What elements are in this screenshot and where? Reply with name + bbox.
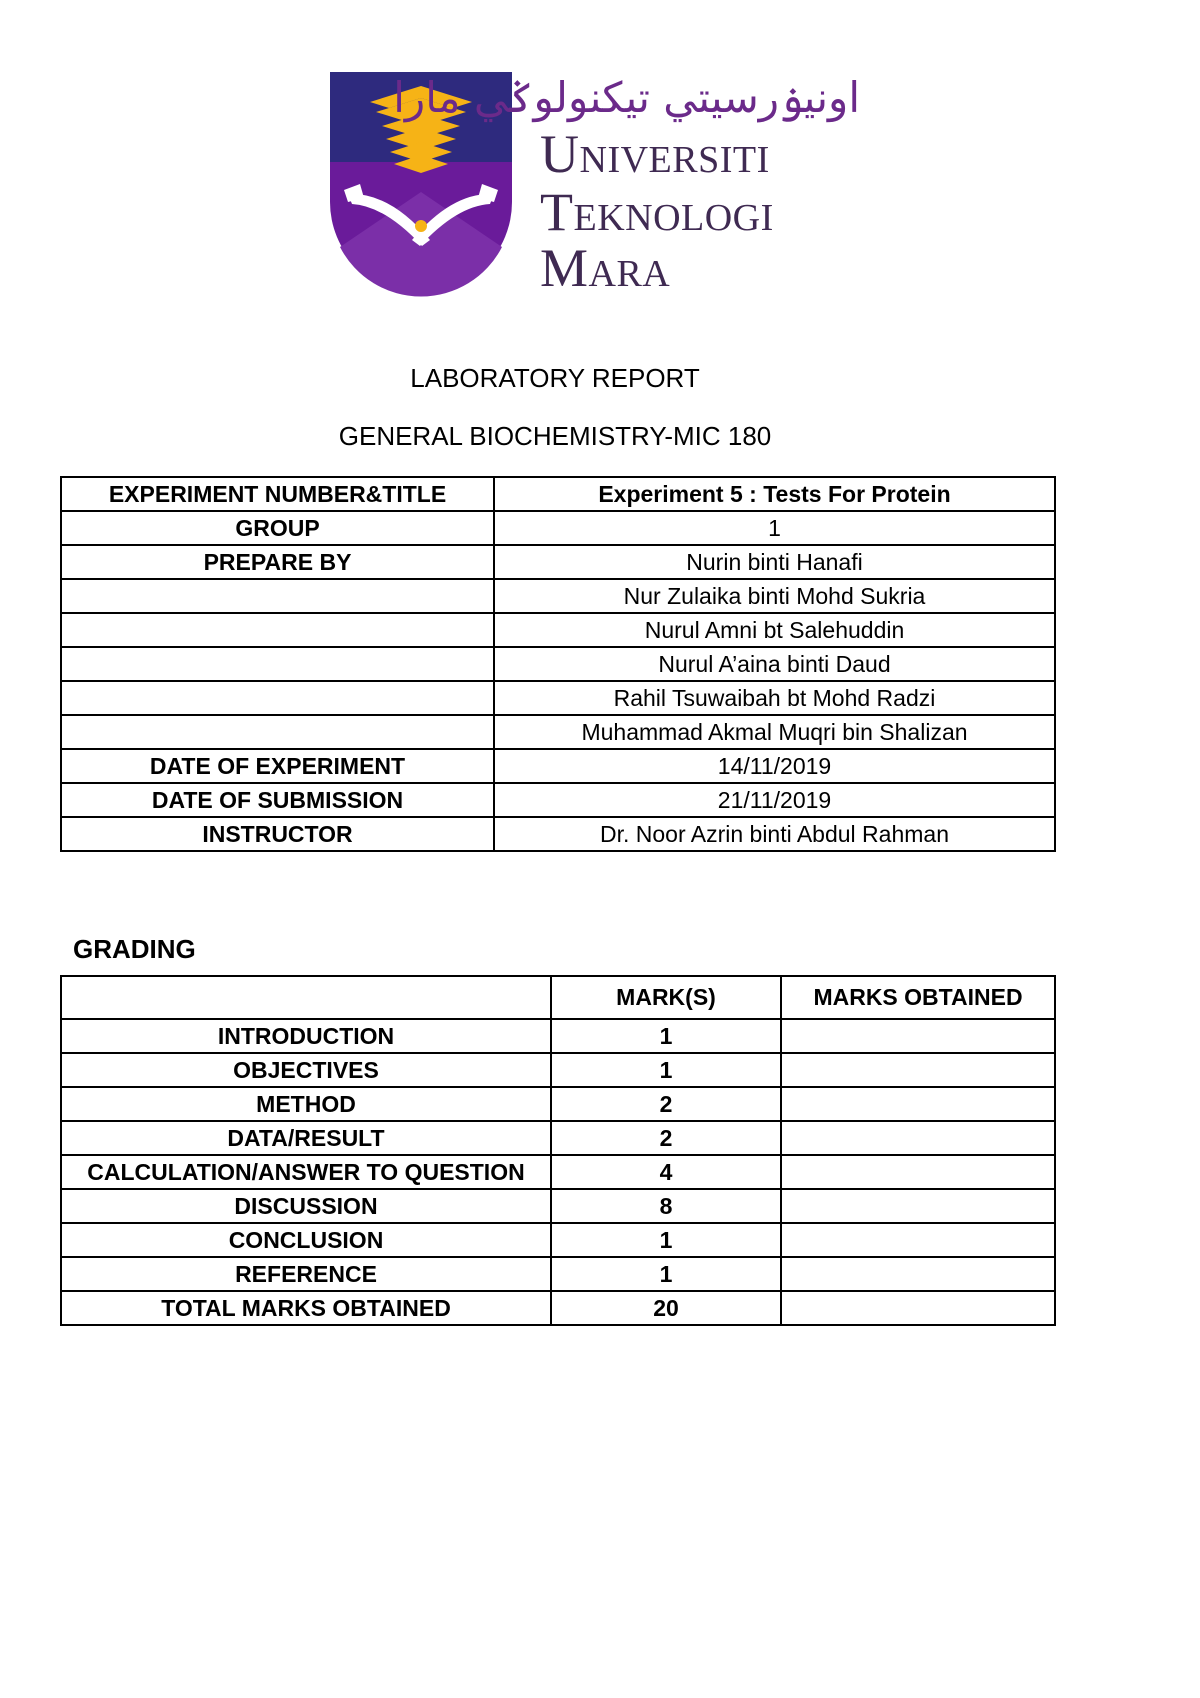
info-value-cell: 14/11/2019 (494, 749, 1055, 783)
grading-table (60, 975, 1056, 1326)
info-value-cell: 21/11/2019 (494, 783, 1055, 817)
info-label-cell (61, 681, 494, 715)
obtained-cell (781, 1257, 1055, 1291)
marks-cell: 2 (551, 1121, 781, 1155)
table-row (61, 1155, 1055, 1189)
experiment-info-table (60, 476, 1056, 852)
criterion-cell: DATA/RESULT (61, 1121, 551, 1155)
table-row (61, 783, 1055, 817)
obtained-cell (781, 1121, 1055, 1155)
info-value-cell: 1 (494, 511, 1055, 545)
info-label-cell: EXPERIMENT NUMBER&TITLE (61, 477, 494, 511)
table-row (61, 647, 1055, 681)
marks-cell: 20 (551, 1291, 781, 1325)
obtained-cell (781, 1087, 1055, 1121)
marks-cell: 1 (551, 1019, 781, 1053)
obtained-cell (781, 1053, 1055, 1087)
table-row (61, 579, 1055, 613)
info-value-cell: Dr. Noor Azrin binti Abdul Rahman (494, 817, 1055, 851)
university-name-line-2: Teknologi (540, 182, 774, 242)
grading-heading: GRADING (73, 934, 196, 964)
obtained-cell (781, 1291, 1055, 1325)
criterion-cell: CALCULATION/ANSWER TO QUESTION (61, 1155, 551, 1189)
table-row (61, 477, 1055, 511)
info-value-cell: Experiment 5 : Tests For Protein (494, 477, 1055, 511)
table-row (61, 613, 1055, 647)
table-row (61, 511, 1055, 545)
table-row (61, 1189, 1055, 1223)
info-value-cell: Nurin binti Hanafi (494, 545, 1055, 579)
table-row (61, 749, 1055, 783)
marks-cell: 1 (551, 1223, 781, 1257)
university-name-line-1: Universiti (540, 124, 770, 184)
info-label-cell: GROUP (61, 511, 494, 545)
table-row (61, 1291, 1055, 1325)
criterion-cell: INTRODUCTION (61, 1019, 551, 1053)
info-label-cell (61, 613, 494, 647)
table-row (61, 817, 1055, 851)
info-label-cell: INSTRUCTOR (61, 817, 494, 851)
criterion-cell: CONCLUSION (61, 1223, 551, 1257)
table-row (61, 1121, 1055, 1155)
info-label-cell: DATE OF SUBMISSION (61, 783, 494, 817)
table-row (61, 1087, 1055, 1121)
marks-cell: 4 (551, 1155, 781, 1189)
criterion-cell: OBJECTIVES (61, 1053, 551, 1087)
info-label-cell (61, 715, 494, 749)
university-logo (330, 72, 860, 298)
info-label-cell (61, 647, 494, 681)
column-header (61, 976, 551, 1019)
grading-header-row (61, 976, 1055, 1019)
info-label-cell: PREPARE BY (61, 545, 494, 579)
table-row (61, 681, 1055, 715)
marks-cell: 1 (551, 1053, 781, 1087)
university-name-line-3: Mara (540, 238, 671, 298)
report-title: LABORATORY REPORT (410, 363, 700, 393)
obtained-cell (781, 1019, 1055, 1053)
course-title: GENERAL BIOCHEMISTRY-MIC 180 (338, 421, 772, 451)
info-label-cell: DATE OF EXPERIMENT (61, 749, 494, 783)
criterion-cell: TOTAL MARKS OBTAINED (61, 1291, 551, 1325)
table-row (61, 715, 1055, 749)
info-label-cell (61, 579, 494, 613)
table-row (61, 1257, 1055, 1291)
criterion-cell: REFERENCE (61, 1257, 551, 1291)
obtained-cell (781, 1189, 1055, 1223)
criterion-cell: DISCUSSION (61, 1189, 551, 1223)
table-row (61, 1223, 1055, 1257)
jawi-university-name: اونيۏرسيتي تيكنولوݢي مارا (393, 73, 860, 122)
criterion-cell: METHOD (61, 1087, 551, 1121)
table-row (61, 545, 1055, 579)
info-value-cell: Muhammad Akmal Muqri bin Shalizan (494, 715, 1055, 749)
column-header: MARKS OBTAINED (781, 976, 1055, 1019)
marks-cell: 1 (551, 1257, 781, 1291)
info-value-cell: Rahil Tsuwaibah bt Mohd Radzi (494, 681, 1055, 715)
info-value-cell: Nurul Amni bt Salehuddin (494, 613, 1055, 647)
info-value-cell: Nurul A’aina binti Daud (494, 647, 1055, 681)
marks-cell: 2 (551, 1087, 781, 1121)
obtained-cell (781, 1155, 1055, 1189)
obtained-cell (781, 1223, 1055, 1257)
table-row (61, 1019, 1055, 1053)
column-header: MARK(S) (551, 976, 781, 1019)
marks-cell: 8 (551, 1189, 781, 1223)
info-value-cell: Nur Zulaika binti Mohd Sukria (494, 579, 1055, 613)
table-row (61, 1053, 1055, 1087)
